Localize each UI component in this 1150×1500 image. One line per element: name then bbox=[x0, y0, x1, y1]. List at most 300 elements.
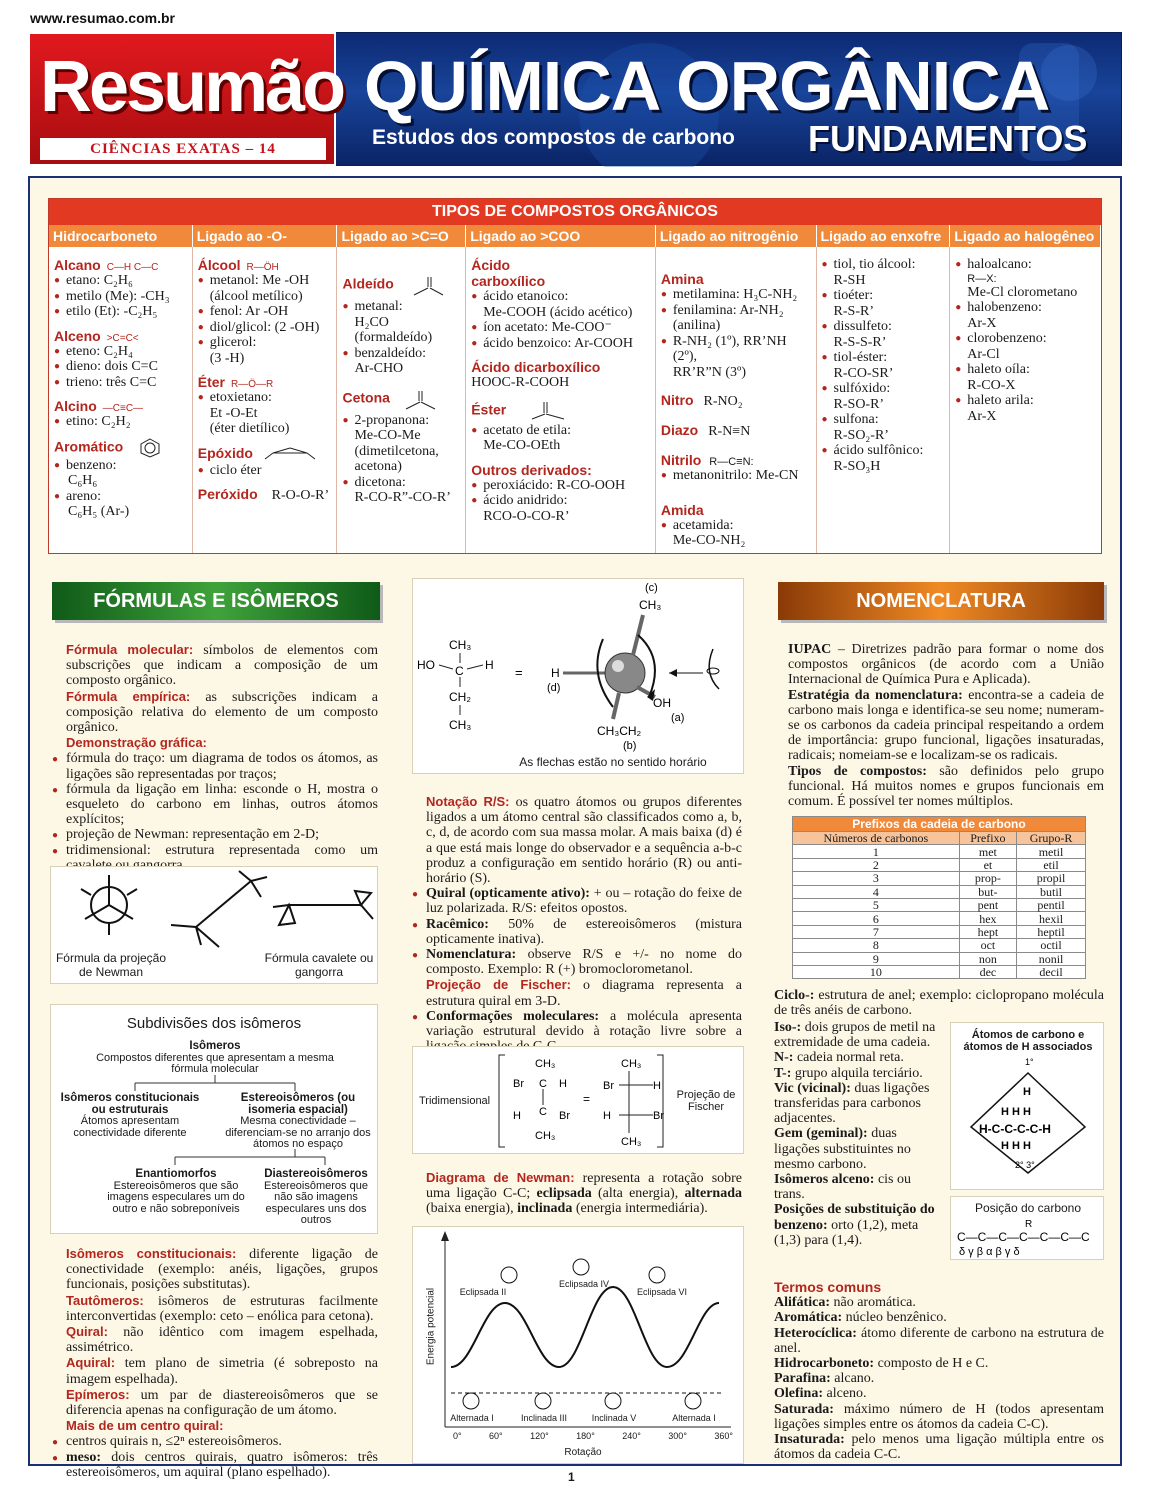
types-header: Ligado ao halogêneo bbox=[950, 225, 1101, 247]
list-item: ● fórmula da ligação em linha: esconde o H, mostra o esqueleto do carbono em linhas, outros átomos explícitos; bbox=[52, 782, 378, 828]
definition: pelo menos uma ligação múltipla entre os átomos da cadeia C-C. bbox=[774, 1432, 1104, 1463]
term: Estratégia da nomenclatura: bbox=[788, 687, 963, 703]
site-url[interactable]: www.resumao.com.br bbox=[30, 10, 175, 26]
term: Posições de substituição do benzeno: bbox=[774, 1202, 935, 1233]
definition: átomo diferente de carbono na estrutura de anel. bbox=[774, 1325, 1105, 1356]
paragraph: orto (1,2), meta (1,3) para (1,4). bbox=[774, 1217, 919, 1248]
paragraph: duas ligações transferidas para carbonos adjacentes. bbox=[774, 1080, 930, 1127]
type-heading: Amida bbox=[660, 501, 704, 518]
label: Mais de um centro quiral: bbox=[66, 1418, 224, 1434]
list-item: ● etano: C₂H₆ bbox=[54, 273, 190, 289]
term: N-: bbox=[774, 1050, 794, 1066]
types-header: Ligado ao >C=O bbox=[337, 225, 466, 247]
col-ligado-halogeneo bbox=[950, 247, 1101, 553]
list-value: Me-CO-NH₂ bbox=[672, 533, 746, 548]
list-item: ● sulfona: bbox=[822, 412, 948, 428]
svg-text:CH₃: CH₃ bbox=[535, 1130, 556, 1142]
isomer-diagram bbox=[50, 1004, 378, 1234]
svg-text:CH₃: CH₃ bbox=[449, 638, 472, 652]
newman-text bbox=[412, 1170, 742, 1217]
list-value: R-S-R’ bbox=[833, 303, 874, 319]
list-item: ● ácido sulfônico: bbox=[822, 443, 948, 459]
list-item: ● eteno: C₂H₄ bbox=[54, 344, 190, 360]
list-item: ● ácido benzoico: Ar-COOH bbox=[471, 336, 653, 352]
svg-text:H: H bbox=[1023, 1086, 1031, 1098]
term: Alifática: bbox=[774, 1295, 830, 1311]
term: IUPAC bbox=[788, 642, 832, 657]
paragraph: as subscrições indicam a composição relativa do elemento de um composto orgânico. bbox=[66, 689, 379, 736]
conf-label: Eclipsada II bbox=[459, 1287, 507, 1297]
term: Insaturada: bbox=[774, 1432, 845, 1448]
dicarboxylic-formula: HOOC-R-COOH bbox=[471, 375, 570, 390]
svg-text:C: C bbox=[539, 1078, 547, 1090]
tick-label: 0° bbox=[453, 1431, 462, 1441]
list-item: ● metilo (Me): -CH₃ bbox=[54, 289, 190, 305]
svg-text:CH₃: CH₃ bbox=[535, 1058, 556, 1070]
type-heading: Alcino —C≡C— bbox=[54, 398, 144, 414]
isomer-title: Subdivisões dos isômeros bbox=[126, 1015, 302, 1032]
paragraph: dois grupos de metil na extremidade de uma cadeia. bbox=[774, 1020, 936, 1051]
terms-heading: Termos comuns bbox=[774, 1279, 882, 1295]
definition: alcano. bbox=[834, 1371, 875, 1387]
list-value: Me-CO-Me bbox=[354, 428, 421, 443]
list-value: Ar-X bbox=[967, 408, 997, 424]
svg-text:CH₃: CH₃ bbox=[639, 598, 662, 612]
term: Heterocíclica: bbox=[774, 1325, 857, 1341]
paragraph: duas ligações substituintes no mesmo carbono. bbox=[774, 1126, 911, 1172]
energy-diagram-panel bbox=[412, 1226, 744, 1464]
svg-text:H: H bbox=[485, 658, 494, 672]
svg-text:=: = bbox=[515, 665, 523, 680]
svg-text:H: H bbox=[513, 1110, 521, 1122]
list-value: R—X: bbox=[967, 272, 997, 285]
list-item: ● etilo (Et): -C₂H₅ bbox=[54, 304, 190, 320]
table-row: 5 pent pentil bbox=[793, 898, 1086, 911]
rs-text bbox=[412, 794, 742, 1054]
paragraph: (alta energia), bbox=[597, 1186, 679, 1202]
list-value: R-CO-R”-CO-R’ bbox=[354, 490, 451, 505]
rs-diagram-panel bbox=[412, 578, 744, 774]
list-item: ● dissulfeto: bbox=[822, 319, 948, 335]
list-item: ● sulfóxido: bbox=[822, 381, 948, 397]
conf-label: Eclipsada IV bbox=[558, 1279, 610, 1289]
brand-subtitle: CIÊNCIAS EXATAS – 14 bbox=[40, 138, 326, 160]
rotation-ticks bbox=[453, 1431, 733, 1441]
alcool-formula: R—ÖH bbox=[246, 262, 279, 273]
label: Fórmula molecular: bbox=[66, 642, 194, 657]
paragraph: um par de diastereoisômeros que se diferencia apenas na configuração de um átomo. bbox=[66, 1387, 378, 1419]
energy-diagram bbox=[413, 1227, 745, 1465]
list-item: ● R-NH₂ (1º), RR’NH (2º), bbox=[661, 334, 814, 365]
svg-text:HO: HO bbox=[417, 658, 435, 672]
term: Vic (vicinal): bbox=[774, 1080, 851, 1096]
type-heading: Amina bbox=[660, 271, 704, 287]
paragraph: encontra-se a cadeia de carbono mais longa e identifica-se seu nome; numeram-se os carbonos da cadeia principal respeitando a ordem de importância: grupo funcional, ligações insaturadas, radicais; nomeiam-se e localizam-se os radicais. bbox=[788, 687, 1104, 764]
type-heading: Aldeído bbox=[342, 271, 463, 299]
isomer-enantio: Enantiomorfos Estereoisômeros que são imagens especulares um do outro e não sobreponíveis bbox=[107, 1168, 245, 1215]
list-item: ● etino: C₂H₂ bbox=[54, 414, 190, 430]
col-ligado-co bbox=[337, 247, 466, 553]
list-item: ● meso: dois centros quirais, quatro isômeros: três estereoisômeros, um aquiral (plano espelhado). bbox=[52, 1450, 378, 1480]
svg-text:Br: Br bbox=[513, 1078, 524, 1090]
svg-text:R: R bbox=[1025, 1219, 1033, 1230]
type-heading: Alceno >C=C< bbox=[54, 327, 139, 344]
list-item: ● dieno: dois C=C bbox=[54, 359, 190, 375]
table-row: 2 et etil bbox=[793, 858, 1086, 871]
alcino-formula: —C≡C— bbox=[102, 403, 144, 414]
term: Aromática: bbox=[774, 1310, 843, 1326]
list-value: (dimetilcetona, bbox=[354, 443, 439, 459]
list-item: ● centros quirais n, ≤2ⁿ estereoisômeros. bbox=[52, 1434, 378, 1449]
col-ligado-o bbox=[193, 247, 338, 553]
term: Gem (geminal): bbox=[774, 1126, 868, 1142]
isomer-root: Isômeros Compostos diferentes que apresentam a mesma fórmula molecular bbox=[96, 1040, 334, 1075]
list-value: R-SO-R’ bbox=[833, 396, 885, 412]
conf-label: Inclinada V bbox=[591, 1413, 637, 1423]
tick-label: 120° bbox=[530, 1431, 549, 1441]
list-value: (álcool metílico) bbox=[209, 288, 303, 304]
list-item: ● íon acetato: Me-COO⁻ bbox=[471, 320, 653, 336]
label: Notação R/S: bbox=[426, 794, 510, 809]
atomos-title: Átomos de carbono e átomos de H associados bbox=[963, 1029, 1093, 1053]
page-subtitle: Estudos dos compostos de carbono bbox=[372, 126, 735, 149]
type-heading: Nitrilo R—C≡N: bbox=[660, 452, 754, 468]
list-value: (formaldeído) bbox=[354, 330, 433, 345]
definition: máximo número de H (todos apresentam ligações simples entre os átomos da cadeia C-C). bbox=[774, 1401, 1105, 1432]
list-value: R-SO₃H bbox=[833, 458, 881, 474]
list-item: ● dicetona: bbox=[342, 475, 463, 491]
svg-text:(d): (d) bbox=[547, 682, 561, 694]
list-value: Ar-Cl bbox=[967, 346, 1000, 362]
types-headers bbox=[49, 225, 1101, 247]
alcano-formula: C—H C—C bbox=[106, 262, 159, 273]
rotation-xlabel: Rotação bbox=[564, 1447, 602, 1458]
list-item: ● benzeno: bbox=[54, 458, 190, 474]
formulas-text bbox=[52, 642, 378, 873]
svg-text:CH₃CH₂: CH₃CH₂ bbox=[597, 724, 642, 738]
table-row: 8 oct octil bbox=[793, 939, 1086, 952]
type-heading: Diazo R-N≡N bbox=[660, 422, 751, 439]
types-header: Ligado ao enxofre bbox=[817, 225, 951, 247]
fischer-panel bbox=[412, 1046, 744, 1154]
term: Hidrocarboneto: bbox=[774, 1356, 875, 1372]
list-item: ● Quiral (opticamente ativo): + ou – rotação do feixe de luz polarizada. R/S: efeitos opostos. bbox=[412, 886, 742, 916]
type-heading: Éster bbox=[471, 399, 653, 423]
label: Epímeros: bbox=[66, 1386, 130, 1402]
svg-text:CH₂: CH₂ bbox=[449, 690, 471, 704]
svg-text:(c): (c) bbox=[645, 582, 658, 594]
paragraph: isômeros de estruturas facilmente interconvertidas (exemplo: ceto – enólica para cetona). bbox=[66, 1293, 378, 1324]
list-item: ● clorobenzeno: bbox=[955, 331, 1099, 347]
paragraph: (baixa energia), bbox=[426, 1201, 514, 1217]
fischer-tri-label: Tridimensional bbox=[419, 1095, 491, 1107]
list-item: ● Racêmico: 50% de estereoisômeros (mistura opticamente inativa). bbox=[412, 917, 742, 947]
list-value: R-CO-X bbox=[967, 377, 1016, 393]
term: T-: bbox=[774, 1065, 792, 1081]
list-item: ● ciclo éter bbox=[198, 463, 335, 479]
svg-text:OH: OH bbox=[653, 696, 671, 710]
svg-text:H: H bbox=[653, 1080, 661, 1092]
fischer-proj-label: Projeção de Fischer bbox=[676, 1089, 736, 1113]
list-item: ● metanol: Me -OH bbox=[198, 273, 335, 289]
list-item: ● ácido etanoico: bbox=[471, 289, 653, 305]
types-header: Hidrocarboneto bbox=[49, 225, 193, 247]
term: inclinada bbox=[517, 1201, 573, 1217]
rs-caption: As flechas estão no sentido horário bbox=[519, 755, 707, 769]
list-item: ● etoxietano: bbox=[198, 390, 335, 406]
perox-formula: R-O-O-R’ bbox=[271, 488, 330, 504]
list-item: ● peroxiácido: R-CO-OOH bbox=[471, 478, 653, 494]
prefix-table bbox=[792, 816, 1086, 979]
common-terms bbox=[774, 1274, 1104, 1462]
list-item: ● fenol: Ar -OH bbox=[198, 304, 335, 320]
paragraph: os quatro átomos ou grupos diferentes ligados a um átomo central são classificados como a, b, c, d, de acordo com sua massa molar. A mais baixa (d) é a que está mais longe do observador e a sequência a-b-c produz a configuração em sentido horário (R) ou anti-horário (S). bbox=[426, 795, 742, 887]
paragraph: são definidos pelo grupo funcional. Há muitos nomes e grupos funcionais em comum. É possível ter nomes múltiplos. bbox=[788, 763, 1105, 810]
carbon-skeleton-icon bbox=[951, 1023, 1105, 1191]
label: Demonstração gráfica: bbox=[66, 735, 207, 751]
alceno-formula: >C=C< bbox=[106, 332, 139, 344]
list-item: ● metilamina: H₃C-NH₂ bbox=[661, 287, 814, 303]
list-item: ● haleto arila: bbox=[955, 393, 1099, 409]
list-value: Me-CO-OEth bbox=[483, 438, 561, 453]
formulas-heading: FÓRMULAS E ISÔMEROS bbox=[52, 582, 380, 620]
nitrilo-formula: R—C≡N: bbox=[709, 456, 754, 468]
content-sheet bbox=[28, 176, 1122, 1480]
list-item: ● tiol, tio álcool: bbox=[822, 257, 948, 273]
paragraph: cis ou trans. bbox=[774, 1172, 912, 1203]
list-value: Me-Cl clorometano bbox=[967, 284, 1078, 300]
label: Isômeros constitucionais: bbox=[66, 1246, 237, 1261]
paragraph: (energia intermediária). bbox=[575, 1201, 708, 1217]
epoxide-icon bbox=[261, 445, 319, 463]
list-value: C₆H₆ bbox=[68, 473, 98, 488]
prefix-col-header: Prefixo bbox=[959, 832, 1016, 845]
tick-label: 180° bbox=[576, 1431, 595, 1441]
prefix-terms bbox=[774, 1020, 944, 1248]
type-heading: Peróxido R-O-O-R’ bbox=[197, 486, 330, 504]
rs-molecule-icon bbox=[413, 579, 745, 775]
posicao-title: Posição do carbono bbox=[974, 1201, 1082, 1215]
list-item: ● 2-propanona: bbox=[342, 413, 463, 429]
prefix-table-title: Prefixos da cadeia de carbono bbox=[793, 817, 1086, 832]
list-item: ● acetato de etila: bbox=[471, 423, 653, 439]
table-row: 4 but- butil bbox=[793, 885, 1086, 898]
type-heading: Éter R—Ö—R bbox=[197, 374, 274, 390]
term: alternada bbox=[684, 1186, 743, 1202]
list-value: R-SO₂-R’ bbox=[833, 427, 889, 443]
table-row: 7 hept heptil bbox=[793, 925, 1086, 938]
tick-label: 300° bbox=[668, 1431, 687, 1441]
type-heading: Cetona bbox=[342, 385, 463, 413]
list-item: ● diol/glicol: (2 -OH) bbox=[198, 320, 335, 336]
nomenclature-heading: NOMENCLATURA bbox=[778, 582, 1104, 620]
conf-label: Alternada I bbox=[450, 1413, 494, 1423]
list-item: ● benzaldeído: bbox=[342, 346, 463, 362]
col-ligado-enxofre bbox=[817, 247, 951, 553]
list-item: ● haloalcano: bbox=[955, 257, 1099, 273]
prefix-col-header: Grupo-R bbox=[1017, 832, 1086, 845]
label: Fórmula empírica: bbox=[66, 688, 191, 704]
svg-text:1°: 1° bbox=[1025, 1057, 1034, 1067]
paragraph: representa a rotação sobre uma ligação C-C; bbox=[426, 1171, 743, 1202]
paragraph: tem plano de simetria (é sobreposto na imagem espelhada). bbox=[66, 1356, 378, 1387]
svg-text:H: H bbox=[559, 1078, 567, 1090]
conf-label: Eclipsada VI bbox=[636, 1287, 688, 1297]
list-item: ● fórmula do traço: um diagrama de todos os átomos, as ligações são representadas por traços; bbox=[52, 751, 378, 781]
svg-text:H: H bbox=[551, 666, 560, 680]
term: Isômeros alceno: bbox=[774, 1172, 875, 1188]
label: Diagrama de Newman: bbox=[426, 1170, 575, 1185]
type-heading: Aromático bbox=[54, 438, 190, 458]
paragraph: – Diretrizes padrão para formar o nome dos compostos orgânicos (de acordo com a União Internacional de Química Pura e Aplicada). bbox=[788, 642, 1105, 688]
paragraph: o diagrama representa a estrutura quiral em 3-D. bbox=[426, 978, 742, 1009]
table-row: 9 non nonil bbox=[793, 952, 1086, 965]
ketone-icon bbox=[398, 385, 442, 413]
table-row: 3 prop- propil bbox=[793, 872, 1086, 885]
list-value: Et -O-Et bbox=[209, 405, 258, 421]
paragraph: símbolos de elementos com subscrições que indicam a composição de um composto orgânico. bbox=[66, 643, 378, 689]
list-item: ● Nomenclatura: observe R/S e +/- no nome do composto. Exemplo: R (+) bromoclorometanol. bbox=[412, 947, 742, 977]
list-value: RR’R”N (3º) bbox=[672, 364, 747, 380]
term: Saturada: bbox=[774, 1401, 834, 1417]
list-item: ● halobenzeno: bbox=[955, 300, 1099, 316]
type-heading: Epóxido bbox=[198, 445, 335, 463]
tick-label: 240° bbox=[622, 1431, 641, 1441]
list-value: RCO-O-CO-R’ bbox=[483, 508, 570, 524]
brand-logo: Resumão bbox=[40, 47, 344, 127]
list-value: R-S-S-R’ bbox=[833, 334, 887, 350]
list-value: H₂CO bbox=[354, 314, 389, 330]
label: Quiral: bbox=[66, 1324, 108, 1340]
label: Tautômeros: bbox=[66, 1292, 144, 1308]
list-value: Me-COOH (ácido acético) bbox=[483, 304, 633, 320]
nomen-text bbox=[774, 642, 1104, 809]
list-value: acetona) bbox=[354, 459, 402, 474]
isomer-text bbox=[52, 1246, 378, 1480]
term: Parafina: bbox=[774, 1371, 831, 1387]
definition: alceno. bbox=[826, 1386, 867, 1402]
svg-text:C—C—C—C—C—C—C: C—C—C—C—C—C—C bbox=[957, 1230, 1090, 1244]
table-row: 6 hex hexil bbox=[793, 912, 1086, 925]
type-heading: Alcano C—H C—C bbox=[54, 257, 159, 273]
isomer-diastereo: Diastereoisômeros Estereoisômeros que não são imagens especulares uns dos outros bbox=[264, 1168, 368, 1226]
type-heading: Nitro R-NO₂ bbox=[660, 392, 743, 409]
definition: núcleo benzênico. bbox=[845, 1310, 947, 1326]
list-item: ● Conformações moleculares: a molécula apresenta variação estrutural devido à rotação livre sobre a bbox=[412, 1009, 742, 1055]
benzene-icon bbox=[139, 438, 161, 458]
svg-text:(b): (b) bbox=[623, 740, 637, 752]
list-item: ● haleto oíla: bbox=[955, 362, 1099, 378]
label: Projeção de Fischer: bbox=[426, 977, 571, 993]
aldehyde-icon bbox=[408, 271, 448, 299]
svg-text:CH₃: CH₃ bbox=[449, 718, 472, 732]
list-item: ● metanonitrilo: Me-CN bbox=[661, 468, 814, 484]
col-ligado-nitrogenio bbox=[656, 247, 817, 553]
list-item: ● tioéter: bbox=[822, 288, 948, 304]
term: Tipos de compostos: bbox=[788, 763, 927, 779]
paragraph: grupo alquila terciário. bbox=[794, 1065, 923, 1081]
list-value: R-CO-SR’ bbox=[833, 365, 894, 381]
list-item: ● acetamida: bbox=[661, 518, 814, 534]
col-hidrocarboneto bbox=[49, 247, 193, 553]
prefix-col-header: Números de carbonos bbox=[793, 832, 960, 845]
list-value: Ar-CHO bbox=[354, 361, 404, 376]
isomer-estereo: Estereoisômeros (ou isomeria espacial) Mesma conectividade – diferenciam-se no arranjo dos átomos no espaço bbox=[225, 1092, 371, 1150]
page-number: 1 bbox=[568, 1470, 575, 1484]
carbon-chain-icon bbox=[951, 1197, 1105, 1261]
axis-arrow-icon bbox=[441, 1231, 449, 1241]
term: Iso-: bbox=[774, 1020, 802, 1035]
paragraph: não idêntico com imagem espelhada, assimétrico. bbox=[66, 1325, 378, 1356]
list-item: ● ácido anidrido: bbox=[471, 493, 653, 509]
table-row: 10 dec decil bbox=[793, 965, 1086, 978]
tick-label: 60° bbox=[489, 1431, 503, 1441]
type-heading: Álcool R—ÖH bbox=[197, 257, 279, 273]
list-value: (anilina) bbox=[672, 318, 721, 333]
types-table bbox=[48, 198, 1102, 554]
tick-label: 360° bbox=[714, 1431, 733, 1441]
list-item: ● tiol-éster: bbox=[822, 350, 948, 366]
conf-label: Inclinada III bbox=[520, 1413, 568, 1423]
svg-text:Br: Br bbox=[559, 1110, 570, 1122]
svg-text:Br: Br bbox=[653, 1110, 664, 1122]
list-item: ● metanal: bbox=[342, 299, 463, 315]
svg-text:Br: Br bbox=[603, 1080, 614, 1092]
svg-text:CH₃: CH₃ bbox=[621, 1058, 642, 1070]
list-value: (3 -H) bbox=[209, 350, 245, 366]
label: Aquiral: bbox=[66, 1355, 116, 1371]
conf-label: Alternada I bbox=[672, 1413, 716, 1423]
cavalete-caption: Fórmula cavalete ou gangorra bbox=[264, 951, 374, 979]
types-header: Ligado ao >COO bbox=[466, 225, 656, 247]
isomer-const: Isômeros constitucionais ou estruturais Átomos apresentam conectividade diferente bbox=[60, 1092, 200, 1139]
list-value: R-SH bbox=[833, 272, 866, 288]
paragraph: cadeia normal reta. bbox=[796, 1050, 904, 1066]
newman-caption: Fórmula da projeção de Newman bbox=[55, 951, 167, 979]
energy-ylabel: Energia potencial bbox=[425, 1287, 437, 1366]
diazo-formula: R-N≡N bbox=[708, 424, 751, 439]
svg-text:H-C-C-C-C-H: H-C-C-C-C-H bbox=[979, 1122, 1051, 1136]
term: Olefina: bbox=[774, 1386, 823, 1402]
list-value: Ar-X bbox=[967, 315, 997, 331]
table-row: 1 met metil bbox=[793, 845, 1086, 858]
svg-text:δ γ β α β γ: δ γ β α β γ δ bbox=[959, 1246, 1020, 1258]
eter-formula: R—Ö—R bbox=[230, 379, 274, 390]
list-item: ● tridimensional: estrutura representada como um bbox=[52, 843, 378, 873]
list-value: (éter dietílico) bbox=[209, 421, 290, 436]
types-header: Ligado ao nitrogênio bbox=[656, 225, 817, 247]
list-item: ● projeção de Newman: representação em 2-D; bbox=[52, 827, 378, 842]
term: eclipsada bbox=[536, 1186, 592, 1202]
svg-text:H H H: H H H bbox=[1001, 1106, 1031, 1118]
svg-text:H H H: H H H bbox=[1001, 1140, 1031, 1152]
svg-text:(a): (a) bbox=[671, 712, 685, 724]
nitro-formula: R-NO₂ bbox=[703, 394, 743, 409]
svg-text:2° 3°: 2° 3° bbox=[1015, 1160, 1035, 1170]
list-item: ● glicerol: bbox=[198, 335, 335, 351]
type-heading: Outros derivados: bbox=[471, 461, 592, 478]
paragraph: estrutura de anel; exemplo: ciclopropano molécula de três anéis de carbono. bbox=[774, 988, 1105, 1019]
projection-panel bbox=[50, 866, 378, 984]
list-item: ● areno: bbox=[54, 489, 190, 505]
ester-icon bbox=[524, 399, 584, 423]
page-title: QUÍMICA ORGÂNICA bbox=[364, 47, 1050, 125]
ciclo-text bbox=[774, 988, 1104, 1018]
svg-text:=: = bbox=[583, 1092, 591, 1106]
col-ligado-coo bbox=[466, 247, 656, 553]
carbon-atoms-panel bbox=[950, 1022, 1104, 1190]
page-subtitle-fundamentos: FUNDAMENTOS bbox=[808, 118, 1088, 159]
